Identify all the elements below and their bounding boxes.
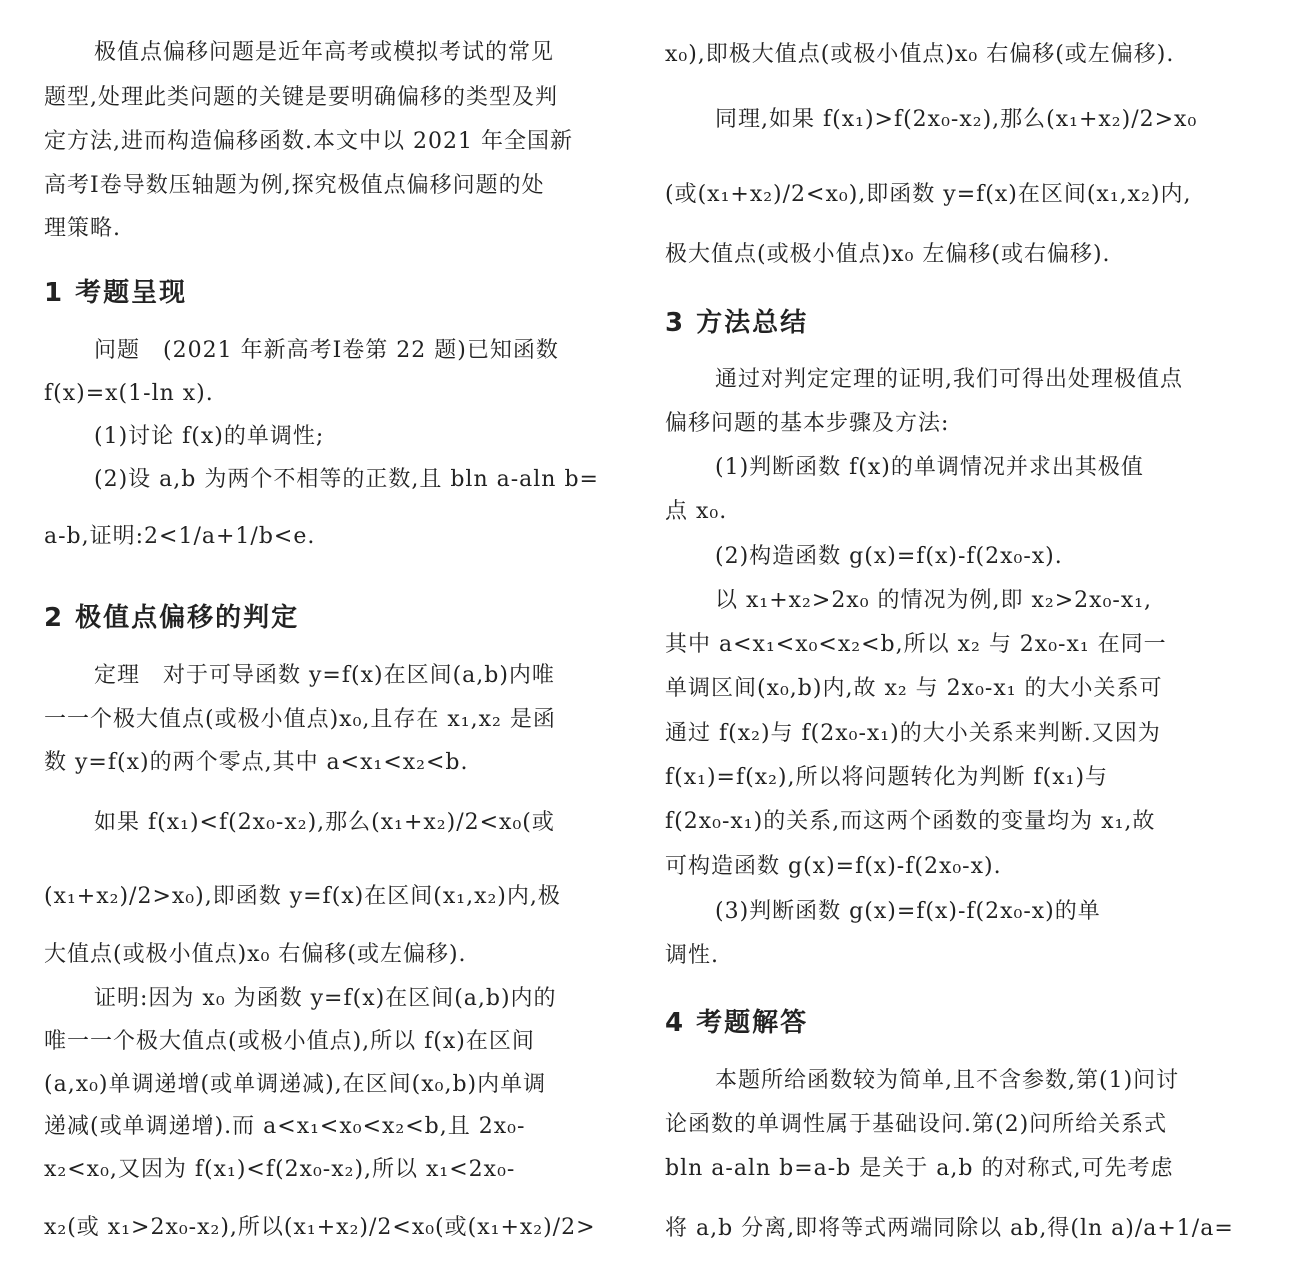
section4-heading: 4 考题解答 xyxy=(665,1008,809,1038)
answer-line: 将 a,b 分离,即将等式两端同除以 ab,得(ln a)/a+1/a= xyxy=(665,1216,1234,1241)
section1-heading: 1 考题呈现 xyxy=(44,278,188,308)
method-line: 可构造函数 g(x)=f(x)-f(2x₀-x). xyxy=(665,854,1002,879)
method-line: (2)构造函数 g(x)=f(x)-f(2x₀-x). xyxy=(715,544,1063,569)
method-line: f(x₁)=f(x₂),所以将问题转化为判断 f(x₁)与 xyxy=(665,765,1109,790)
method-line: 点 x₀. xyxy=(665,499,728,524)
section2-heading: 2 极值点偏移的判定 xyxy=(44,603,300,633)
method-line: 通过 f(x₂)与 f(2x₀-x₁)的大小关系来判断.又因为 xyxy=(665,721,1161,746)
method-line: 通过对判定定理的证明,我们可得出处理极值点 xyxy=(715,367,1183,392)
method-line: f(2x₀-x₁)的关系,而这两个函数的变量均为 x₁,故 xyxy=(665,809,1156,834)
intro-line: 题型,处理此类问题的关键是要明确偏移的类型及判 xyxy=(44,85,558,110)
continuation-line: x₀),即极大值点(或极小值点)x₀ 右偏移(或左偏移). xyxy=(665,42,1175,67)
intro-line: 高考Ⅰ卷导数压轴题为例,探究极值点偏移问题的处 xyxy=(44,173,545,198)
problem-line: (1)讨论 f(x)的单调性; xyxy=(94,424,325,449)
intro-line: 极值点偏移问题是近年高考或模拟考试的常见 xyxy=(94,40,555,65)
theorem-line: 定理 对于可导函数 y=f(x)在区间(a,b)内唯 xyxy=(94,663,555,688)
method-line: 调性. xyxy=(665,943,719,968)
proof-line: x₂<x₀,又因为 f(x₁)<f(2x₀-x₂),所以 x₁<2x₀- xyxy=(44,1157,516,1182)
continuation-line: 同理,如果 f(x₁)>f(2x₀-x₂),那么(x₁+x₂)/2>x₀ xyxy=(715,107,1198,132)
method-line: 偏移问题的基本步骤及方法: xyxy=(665,411,950,436)
method-line: (1)判断函数 f(x)的单调情况并求出其极值 xyxy=(715,455,1144,480)
problem-line: 问题 (2021 年新高考Ⅰ卷第 22 题)已知函数 xyxy=(94,338,559,363)
intro-line: 定方法,进而构造偏移函数.本文中以 2021 年全国新 xyxy=(44,129,573,154)
method-line: 其中 a<x₁<x₀<x₂<b,所以 x₂ 与 2x₀-x₁ 在同一 xyxy=(665,632,1167,657)
method-line: (3)判断函数 g(x)=f(x)-f(2x₀-x)的单 xyxy=(715,899,1101,924)
method-line: 单调区间(x₀,b)内,故 x₂ 与 2x₀-x₁ 的大小关系可 xyxy=(665,676,1163,701)
proof-line: 证明:因为 x₀ 为函数 y=f(x)在区间(a,b)内的 xyxy=(94,986,557,1011)
continuation-line: (或(x₁+x₂)/2<x₀),即函数 y=f(x)在区间(x₁,x₂)内, xyxy=(665,182,1192,207)
answer-line: 论函数的单调性属于基础设问.第(2)问所给关系式 xyxy=(665,1112,1168,1137)
theorem-line: (x₁+x₂)/2>x₀),即函数 y=f(x)在区间(x₁,x₂)内,极 xyxy=(44,884,561,909)
section3-heading: 3 方法总结 xyxy=(665,308,809,338)
proof-line: 唯一一个极大值点(或极小值点),所以 f(x)在区间 xyxy=(44,1029,535,1054)
theorem-line: 大值点(或极小值点)x₀ 右偏移(或左偏移). xyxy=(44,942,467,967)
theorem-line: 数 y=f(x)的两个零点,其中 a<x₁<x₂<b. xyxy=(44,750,469,775)
proof-line: (a,x₀)单调递增(或单调递减),在区间(x₀,b)内单调 xyxy=(44,1072,547,1097)
theorem-line: 如果 f(x₁)<f(2x₀-x₂),那么(x₁+x₂)/2<x₀(或 xyxy=(94,810,555,835)
theorem-line: 一一个极大值点(或极小值点)x₀,且存在 x₁,x₂ 是函 xyxy=(44,707,556,732)
continuation-line: 极大值点(或极小值点)x₀ 左偏移(或右偏移). xyxy=(665,242,1111,267)
proof-line: 递减(或单调递增).而 a<x₁<x₀<x₂<b,且 2x₀- xyxy=(44,1114,526,1139)
answer-line: bln a-aln b=a-b 是关于 a,b 的对称式,可先考虑 xyxy=(665,1156,1174,1181)
problem-line: (2)设 a,b 为两个不相等的正数,且 bln a-aln b= xyxy=(94,467,599,492)
method-line: 以 x₁+x₂>2x₀ 的情况为例,即 x₂>2x₀-x₁, xyxy=(715,588,1153,613)
answer-line: 本题所给函数较为简单,且不含参数,第(1)问讨 xyxy=(715,1068,1180,1093)
intro-line: 理策略. xyxy=(44,216,121,241)
problem-line: f(x)=x(1-ln x). xyxy=(44,381,214,406)
problem-line: a-b,证明:2<1/a+1/b<e. xyxy=(44,524,316,549)
proof-line: x₂(或 x₁>2x₀-x₂),所以(x₁+x₂)/2<x₀(或(x₁+x₂)/2> xyxy=(44,1215,596,1240)
